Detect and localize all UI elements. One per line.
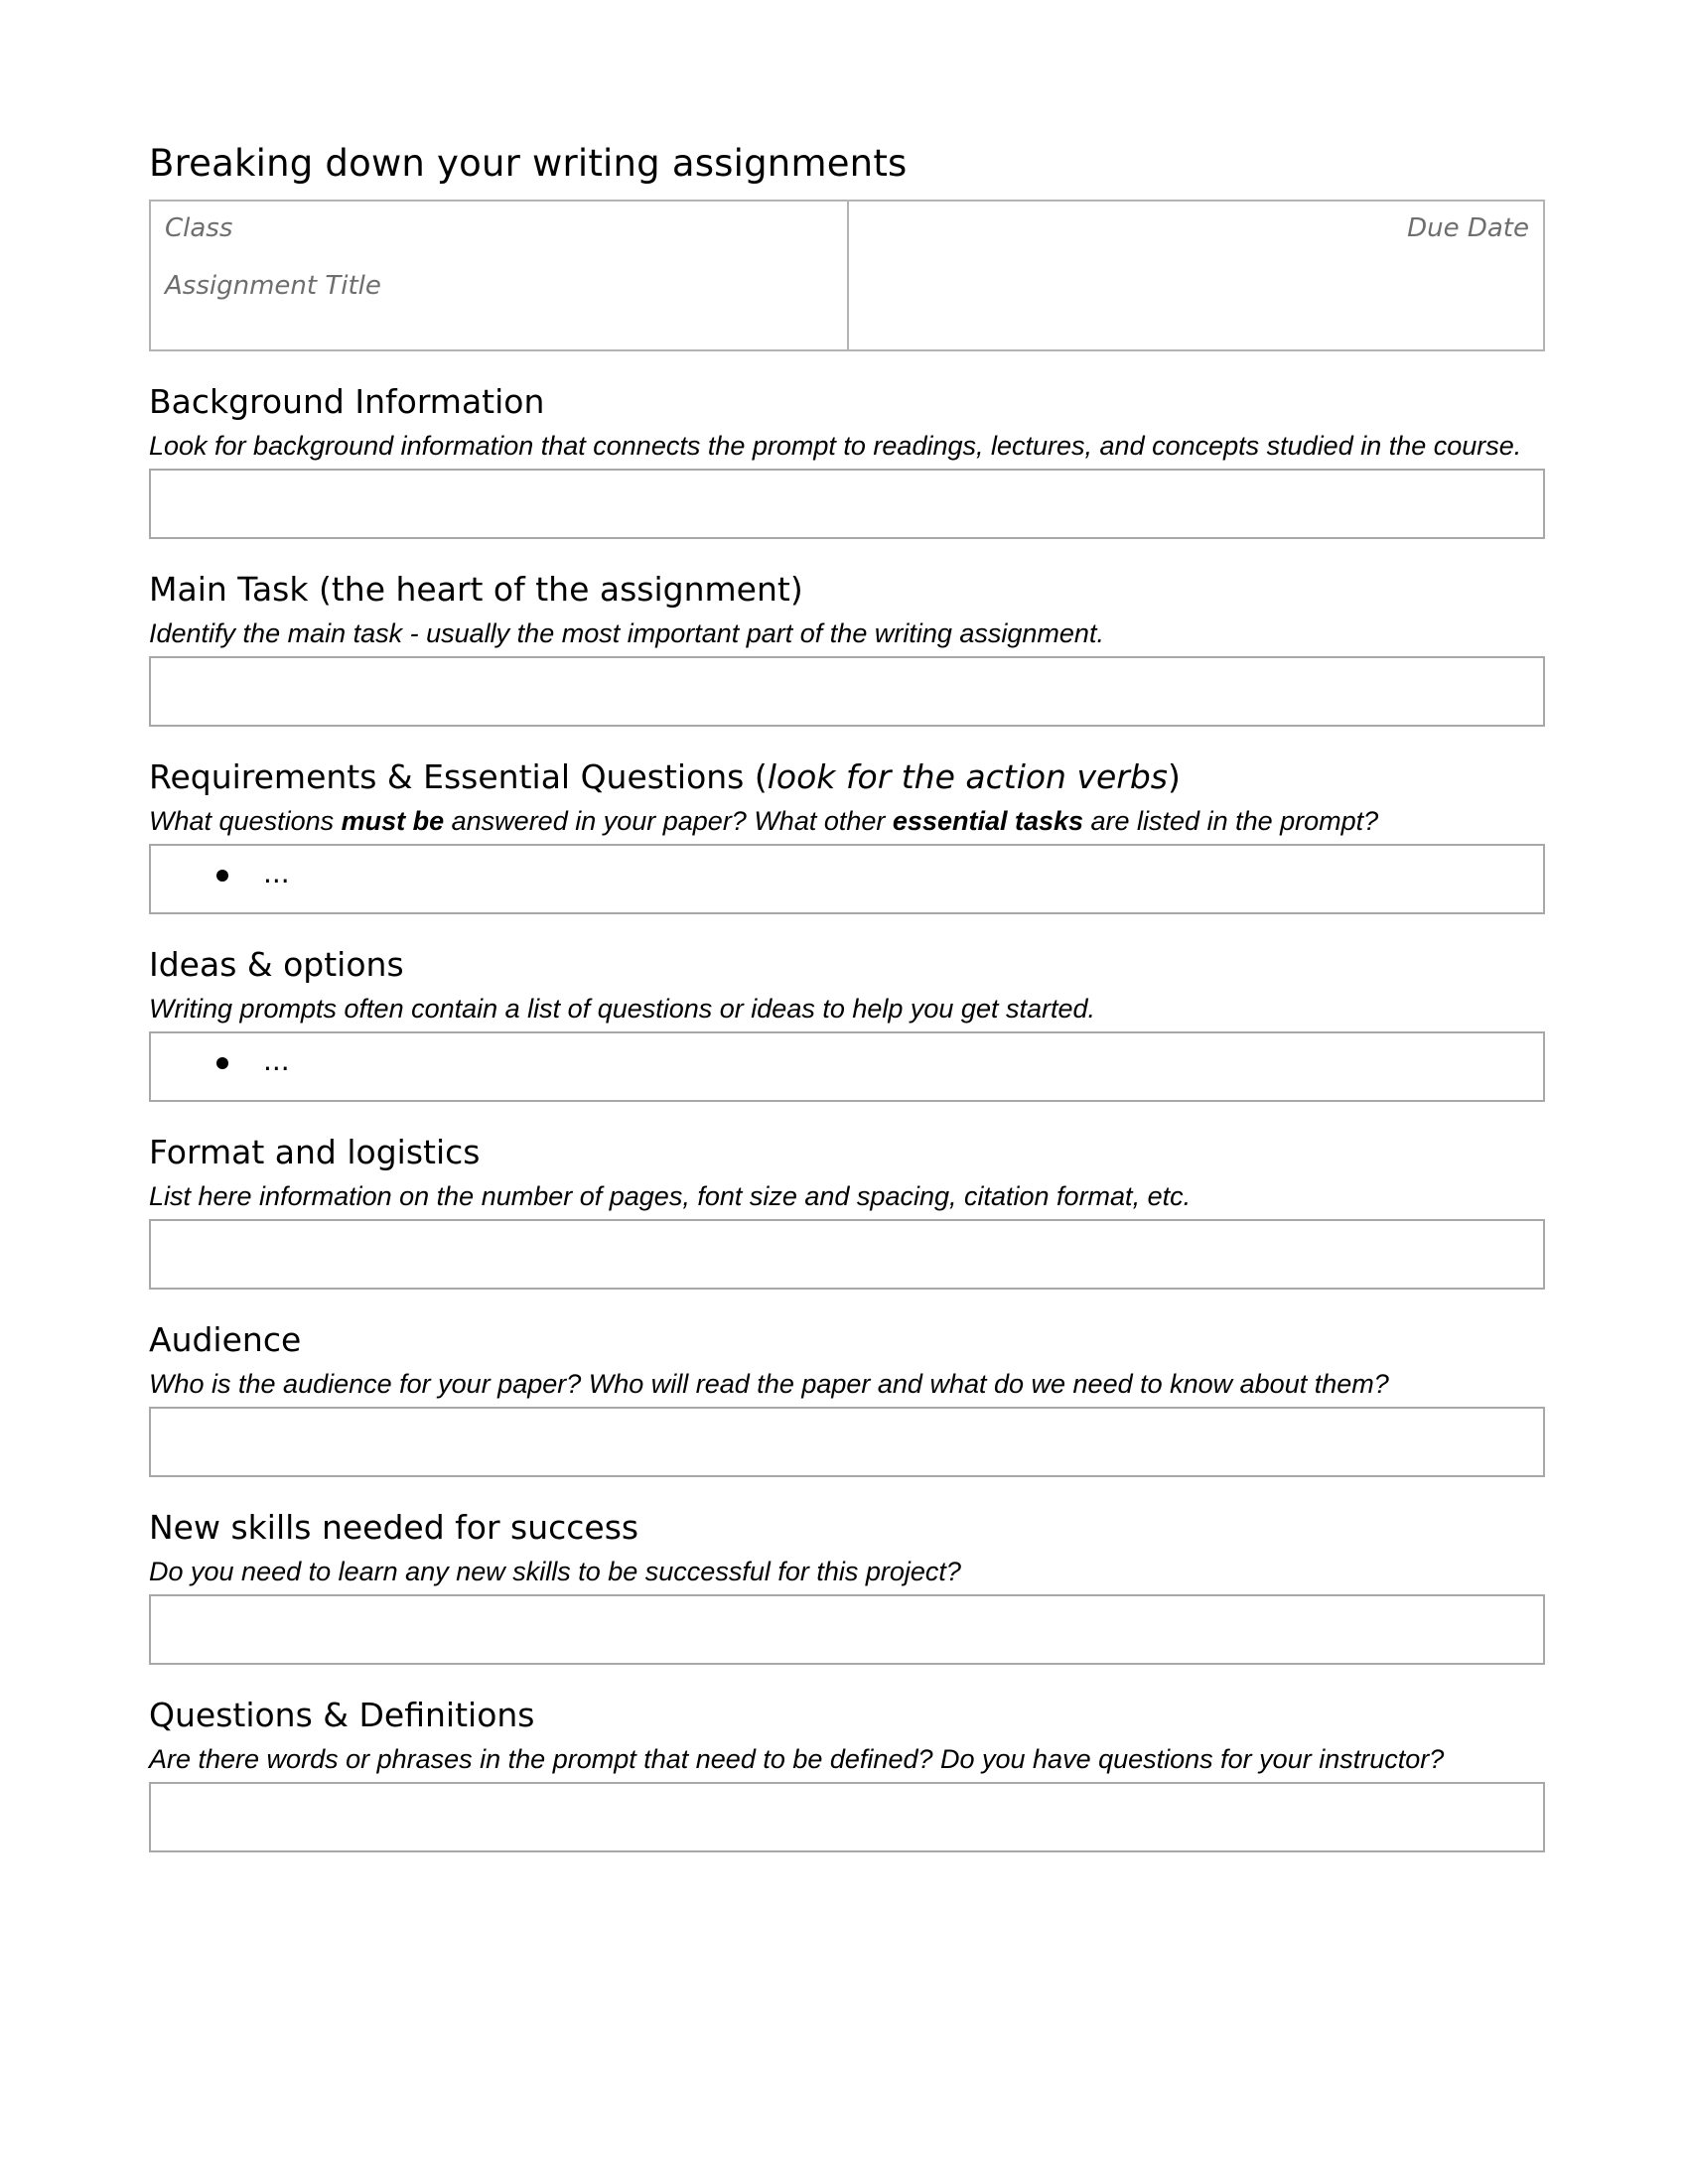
document-page — [149, 142, 1545, 1852]
section-title — [149, 757, 1545, 796]
section-title-prefix: Requirements & Essential Questions ( — [149, 757, 768, 796]
section-title: New skills needed for success — [149, 1508, 639, 1547]
bullet-icon — [216, 870, 228, 882]
section-description: Do you need to learn any new skills to be successful for this project? — [149, 1557, 961, 1586]
section-questions-definitions — [149, 1696, 1545, 1852]
section-ideas-options — [149, 945, 1545, 1102]
section-title: Main Task (the heart of the assignment) — [149, 570, 803, 609]
section-description — [149, 803, 1545, 840]
desc-part: are listed in the prompt? — [1083, 806, 1379, 836]
bullet-text: ... — [263, 1044, 290, 1077]
section-title: Format and logistics — [149, 1133, 481, 1171]
section-audience — [149, 1320, 1545, 1477]
section-title: Audience — [149, 1320, 302, 1359]
section-description: Are there words or phrases in the prompt that need to be defined? Do you have questions for your instructor? — [149, 1744, 1445, 1774]
assignment-header-table — [149, 200, 1545, 351]
section-format-logistics — [149, 1133, 1545, 1290]
section-main-task — [149, 570, 1545, 727]
answer-box[interactable] — [149, 1219, 1545, 1290]
bullet-icon — [216, 1057, 228, 1069]
section-background-information — [149, 382, 1545, 539]
desc-part: answered in your paper? What other — [444, 806, 893, 836]
answer-box[interactable] — [149, 469, 1545, 539]
answer-box[interactable] — [149, 1407, 1545, 1477]
answer-box[interactable] — [149, 1031, 1545, 1102]
section-description: Writing prompts often contain a list of questions or ideas to help you get started. — [149, 994, 1096, 1024]
header-left-cell[interactable] — [151, 202, 847, 349]
section-requirements — [149, 757, 1545, 914]
desc-bold-part: must be — [341, 806, 445, 836]
desc-part: What questions — [149, 806, 342, 836]
answer-box[interactable] — [149, 844, 1545, 914]
section-description: List here information on the number of pages, font size and spacing, citation format, etc. — [149, 1181, 1192, 1211]
section-description: Who is the audience for your paper? Who will read the paper and what do we need to know about them? — [149, 1369, 1389, 1399]
answer-box[interactable] — [149, 1594, 1545, 1665]
section-title-emphasis: look for the action verbs — [767, 757, 1169, 796]
section-description: Look for background information that connects the prompt to readings, lectures, and concepts studied in the course. — [149, 431, 1522, 461]
due-date-label: Due Date — [1407, 213, 1529, 243]
section-description: Identify the main task - usually the most important part of the writing assignment. — [149, 618, 1104, 648]
answer-box[interactable] — [149, 656, 1545, 727]
section-title: Questions & Definitions — [149, 1696, 535, 1734]
section-title-suffix: ) — [1168, 757, 1181, 796]
section-title: Ideas & options — [149, 945, 404, 984]
bullet-text: ... — [263, 857, 290, 889]
desc-bold-part: essential tasks — [892, 806, 1084, 836]
assignment-title-label: Assignment Title — [165, 271, 381, 301]
document-title: Breaking down your writing assignments — [149, 142, 908, 185]
answer-box[interactable] — [149, 1782, 1545, 1852]
section-new-skills — [149, 1508, 1545, 1665]
class-label: Class — [165, 213, 233, 243]
header-right-cell[interactable] — [847, 202, 1543, 349]
section-title: Background Information — [149, 382, 545, 421]
